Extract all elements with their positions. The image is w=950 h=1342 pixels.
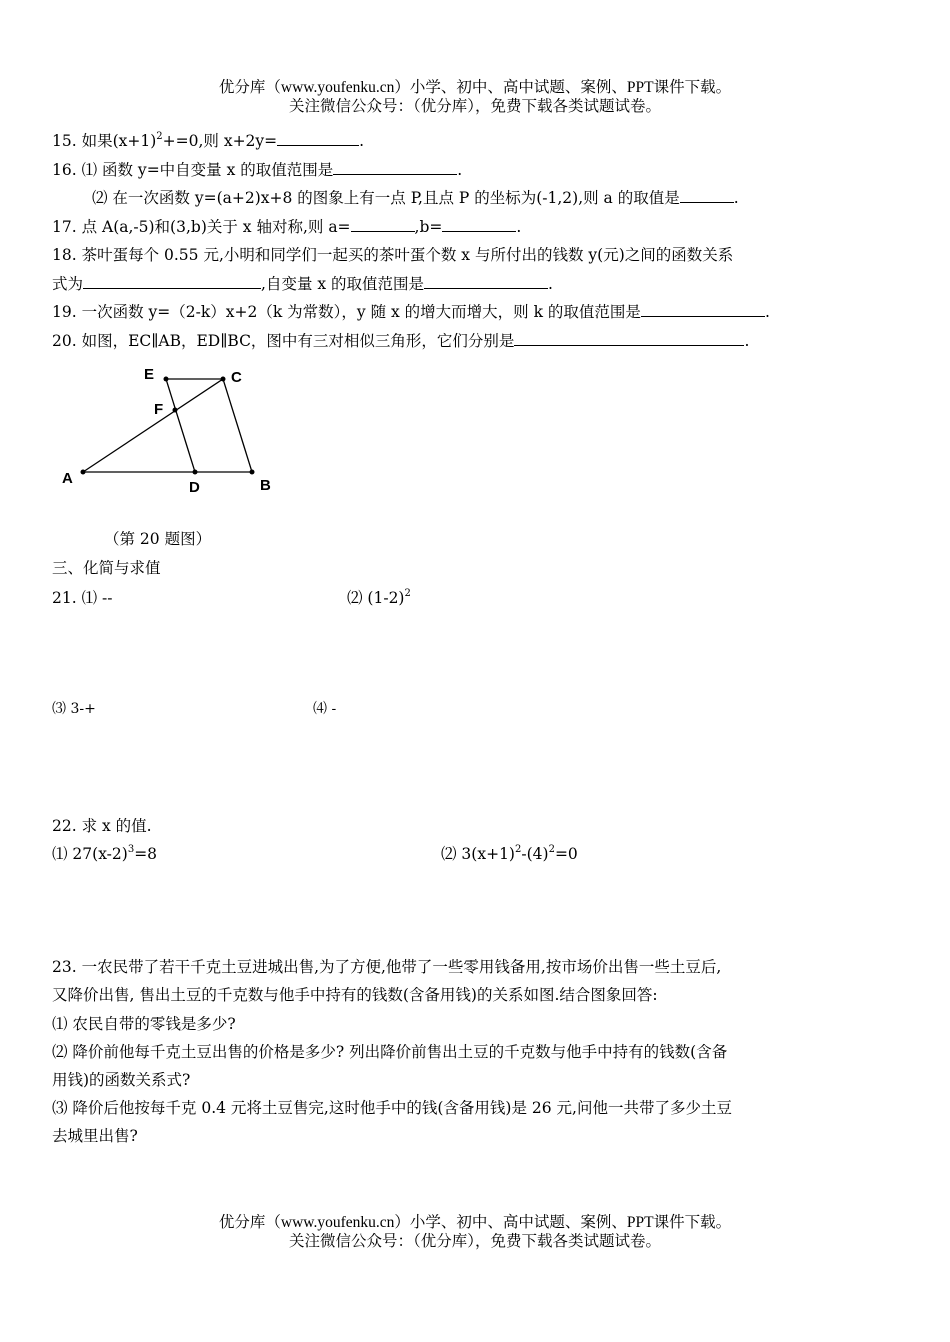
section-3-title: 三、化简与求值 <box>52 559 161 577</box>
footer-line-2: 关注微信公众号：（优分库），免费下载各类试题试卷。 <box>288 1233 661 1250</box>
point-c <box>221 377 226 382</box>
answer-blank <box>333 159 457 175</box>
question-23-line-3: ⑴ 农民自带的零钱是多少? <box>52 1015 236 1033</box>
question-22-part-1: ⑴ $27(x-2)^3=8$ <box>52 844 158 863</box>
geometry-figure <box>50 360 290 500</box>
figure-caption: （第 20 题图） <box>104 530 212 548</box>
label-d: D <box>189 479 200 496</box>
question-16-part-1: 16. ⑴ 函数 y=中自变量 x 的取值范围是 . <box>52 161 463 179</box>
question-22-title: 22. 求 x 的值. <box>52 817 152 835</box>
header-line-2: 关注微信公众号：（优分库），免费下载各类试题试卷。 <box>288 98 661 115</box>
footer-line-1: 优分库（www.youfenku.cn）小学、初中、高中试题、案例、PPT课件下载。 <box>218 1214 732 1231</box>
point-a <box>81 470 86 475</box>
question-18-line-1: 18. 茶叶蛋每个 0.55 元,小明和同学们一起买的茶叶蛋个数 x 与所付出的钱数 y(元)之间的函数关系 <box>52 246 734 264</box>
segment-cb <box>223 379 252 472</box>
answer-blank <box>83 273 261 289</box>
question-23-line-1: 23. 一农民带了若干千克土豆进城出售,为了方便,他带了一些零用钱备用,按市场价出售一些土豆后, <box>52 958 722 976</box>
question-21-part-4: ⑷ - <box>313 701 337 717</box>
answer-blank <box>641 301 765 317</box>
question-19: 19. 一次函数 y=（2-k）x+2（k 为常数），y 随 x 的增大而增大，则 k 的取值范围是 . <box>52 303 770 321</box>
label-e: E <box>144 366 155 383</box>
answer-blank <box>514 330 744 346</box>
question-23-line-4: ⑵ 降价前他每千克土豆出售的价格是多少? 列出降价前售出土豆的千克数与他手中持有的钱数(含备 <box>52 1043 728 1061</box>
answer-blank <box>351 216 415 232</box>
question-22-part-2: ⑵ $3(x+1)^2-(4)^2=0$ <box>441 844 578 863</box>
point-d <box>193 470 198 475</box>
question-23-line-6: ⑶ 降价后他按每千克 0.4 元将土豆售完,这时他手中的钱(含备用钱)是 26 元,问他一共带了多少土豆 <box>52 1099 732 1117</box>
label-b: B <box>260 477 271 494</box>
point-f <box>173 408 178 413</box>
answer-blank <box>680 187 734 203</box>
answer-blank <box>442 216 516 232</box>
page-footer <box>0 1213 950 1251</box>
question-18-line-2: 式为 ,自变量 x 的取值范围是 . <box>52 275 553 293</box>
header-line-1: 优分库（www.youfenku.cn）小学、初中、高中试题、案例、PPT课件下载。 <box>218 79 732 96</box>
segment-ac <box>83 379 223 472</box>
question-23-line-2: 又降价出售, 售出土豆的千克数与他手中持有的钱数(含备用钱)的关系如图.结合图象回答: <box>52 986 658 1004</box>
question-17: 17. 点 A(a,-5)和(3,b)关于 x 轴对称,则 a= ,b= . <box>52 218 522 236</box>
point-e <box>164 377 169 382</box>
answer-blank <box>277 130 359 146</box>
segment-ed <box>166 379 195 472</box>
answer-blank <box>424 273 548 289</box>
label-f: F <box>154 401 164 418</box>
question-20: 20. 如图，EC∥AB，ED∥BC，图中有三对相似三角形，它们分别是 . <box>52 332 750 350</box>
question-21-part-1: 21. ⑴ -- <box>52 589 113 607</box>
question-23-line-7: 去城里出售? <box>52 1127 138 1145</box>
question-21-part-2: ⑵ $(1-2)^2$ <box>347 588 411 607</box>
question-16-part-2: ⑵ 在一次函数 y=(a+2)x+8 的图象上有一点 P,且点 P 的坐标为(-1,2),则 a 的取值是 . <box>92 189 739 207</box>
question-21-part-3: ⑶ 3-+ <box>52 701 96 717</box>
question-15: 15. 如果$(x+1)^2+=0$,则 x+2y= . <box>52 131 365 150</box>
label-c: C <box>231 369 242 386</box>
page-header <box>0 78 950 116</box>
point-b <box>250 470 255 475</box>
question-23-line-5: 用钱)的函数关系式? <box>52 1071 191 1089</box>
label-a: A <box>62 470 73 487</box>
